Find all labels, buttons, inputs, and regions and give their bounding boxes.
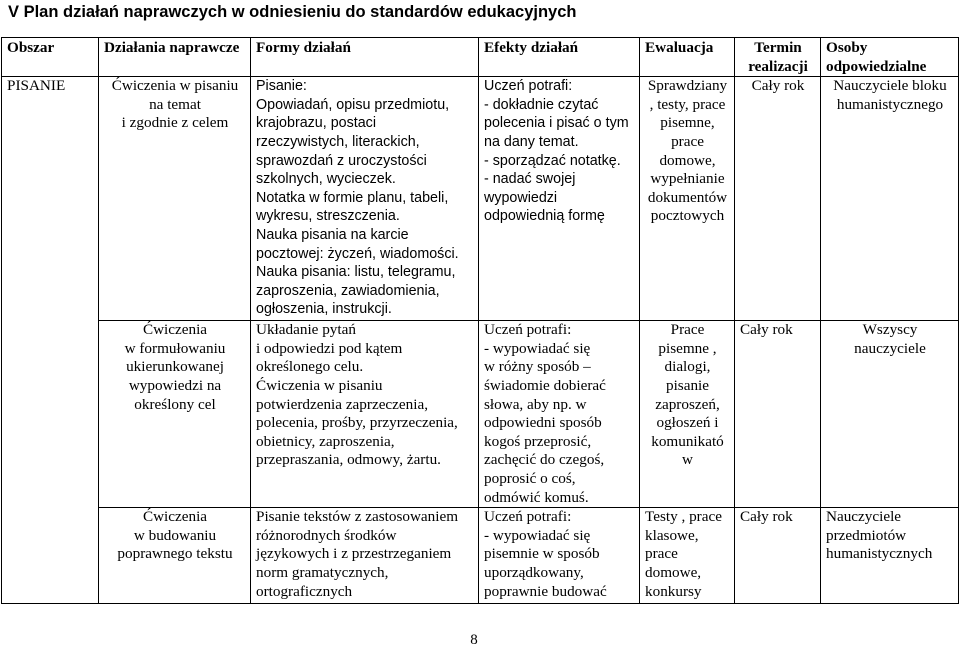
table-row: [2, 321, 959, 508]
cell-osoby: Nauczyciele przedmiotów humanistycznych: [821, 508, 959, 604]
page-heading: V Plan działań naprawczych w odniesieniu do standardów edukacyjnych: [8, 3, 577, 21]
cell-efekty: Uczeń potrafi: - wypowiadać się pisemnie w sposób uporządkowany, poprawnie budować: [479, 508, 640, 604]
action-plan-table: [1, 37, 959, 604]
cell-dzialanie: Ćwiczenia w pisaniu na temat i zgodnie z celem: [99, 77, 251, 321]
header-dzialania-naprawcze: Działania naprawcze: [99, 38, 251, 77]
formy-text: Ćwiczenia w pisaniu potwierdzenia zaprzeczenia, polecenia, prośby, przyrzeczenia, obietnicy, zaproszenia, przepraszania, odmowy, żartu.: [256, 376, 458, 469]
cell-dzialanie: Ćwiczenia w budowaniu poprawnego tekstu: [99, 508, 251, 604]
formy-text: Pisanie tekstów z zastosowaniem różnorodnych środków językowych i z przestrzeganiem norm gramatycznych, ortograficznych: [256, 508, 459, 600]
cell-efekty: Uczeń potrafi: - dokładnie czytać polecenia i pisać o tym na dany temat. - sporządzać notatkę. - nadać swojej wypowiedzi odpowiednią formę: [479, 77, 640, 321]
header-ewaluacja: Ewaluacja: [640, 38, 735, 77]
header-obszar: Obszar: [2, 38, 99, 77]
cell-termin: Cały rok: [735, 77, 821, 321]
table-row: [2, 508, 959, 604]
formy-text: Układanie pytań i odpowiedzi pod kątem określonego celu.: [256, 321, 403, 376]
cell-osoby: Wszyscy nauczyciele: [821, 321, 959, 508]
cell-ewaluacja: Sprawdziany , testy, prace pisemne, prace domowe, wypełnianie dokumentów pocztowych: [640, 77, 735, 321]
header-osoby-odpowiedzialne: Osoby odpowiedzialne: [821, 38, 959, 77]
cell-formy: [251, 321, 479, 508]
cell-obszar: PISANIE: [2, 77, 99, 604]
cell-efekty: Uczeń potrafi: - wypowiadać się w różny sposób – świadomie dobierać słowa, aby np. w odpowiedni sposób kogoś przeprosić, zachęcić do czegoś, poprosić o coś, odmówić komuś.: [479, 321, 640, 508]
cell-termin: Cały rok: [735, 321, 821, 508]
table-row: [2, 77, 959, 321]
formy-text: Pisanie: Opowiadań, opisu przedmiotu, krajobrazu, postaci rzeczywistych, literackich, sprawozdań z uroczystości szkolnych, wycieczek. Notatka w formie planu, tabeli, wykresu, streszczenia. Nauka pisania na karcie pocztowej: życzeń, wiadomości. Nauka pisania: listu, telegramu, zaproszenia, zawiadomienia, ogłoszenia, instrukcji.: [256, 78, 459, 318]
cell-termin: Cały rok: [735, 508, 821, 604]
cell-formy: [251, 508, 479, 604]
cell-osoby: Nauczyciele bloku humanistycznego: [821, 77, 959, 321]
header-formy-dzialan: Formy działań: [251, 38, 479, 77]
cell-ewaluacja: Testy , prace klasowe, prace domowe, konkursy: [640, 508, 735, 604]
cell-dzialanie: Ćwiczenia w formułowaniu ukierunkowanej wypowiedzi na określony cel: [99, 321, 251, 508]
cell-ewaluacja: Prace pisemne , dialogi, pisanie zaproszeń, ogłoszeń i komunikató w: [640, 321, 735, 508]
header-row: [2, 38, 959, 77]
cell-formy: [251, 77, 479, 321]
header-efekty-dzialan: Efekty działań: [479, 38, 640, 77]
header-termin-realizacji: Termin realizacji: [735, 38, 821, 77]
page-number: 8: [470, 632, 478, 648]
